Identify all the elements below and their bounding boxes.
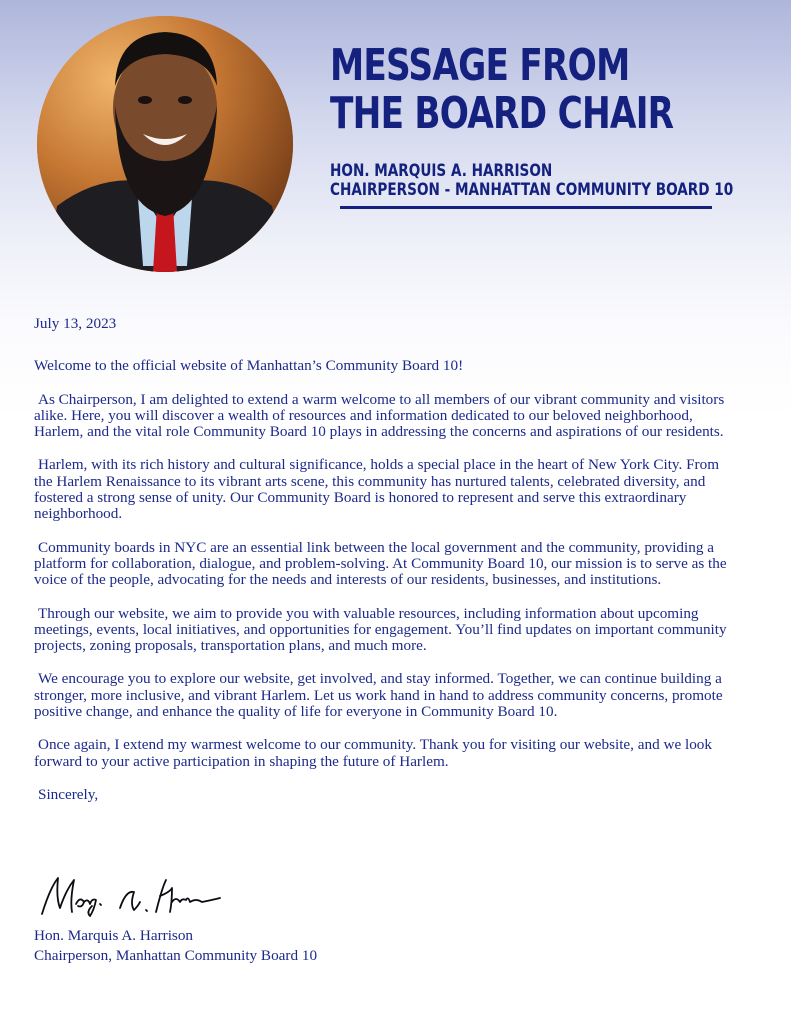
letter-closing: Sincerely, (38, 785, 99, 803)
chair-name-heading: HON. MARQUIS A. HARRISON (330, 161, 553, 181)
handwritten-signature (36, 868, 226, 928)
letter-paragraph-7: Once again, I extend my warmest welcome to our community. Thank you for visiting our website, and we look forward to your active participation in shaping the future of Harlem. (34, 736, 712, 770)
chair-credentials (330, 162, 733, 200)
letter-paragraph-3: Harlem, with its rich history and cultural significance, holds a special place in the heart of New York City. From the Harlem Renaissance to its vibrant arts scene, this community has nurtured talents, celebrated diversity, and fostered a strong sense of unity. Our Community Board is honored to represent and serve this extraordinary neighborhood. (34, 456, 720, 523)
letter-paragraph-5: Through our website, we aim to provide you with valuable resources, including information about upcoming meetings, events, local initiatives, and opportunities for engagement. You’ll find updates on important community projects, zoning proposals, transportation plans, and much more. (34, 604, 727, 655)
page-title (330, 42, 673, 138)
letter-date: July 13, 2023 (34, 315, 117, 332)
header-divider (340, 206, 712, 209)
letter-paragraph-6: We encourage you to explore our website, get involved, and stay informed. Together, we can continue building a stronger, more inclusive, and vibrant Harlem. Let us work hand in hand to address community concerns, promote positive change, and enhance the quality of life for everyone in Community Board 10. (34, 670, 723, 721)
chair-role-heading: CHAIRPERSON - MANHATTAN COMMUNITY BOARD 10 (330, 180, 734, 200)
letter-paragraph-1: Welcome to the official website of Manhattan’s Community Board 10! (34, 357, 464, 375)
letter-body (34, 316, 734, 820)
letter-paragraph-4: Community boards in NYC are an essential link between the local government and the community, providing a platform for collaboration, dialogue, and problem-solving. At Community Board 10, our mission is to serve as the voice of the people, advocating for the needs and interests of our residents, businesses, and institutions. (34, 538, 727, 589)
signatory-name: Hon. Marquis A. Harrison (34, 927, 194, 944)
letter-paragraph-2: As Chairperson, I am delighted to extend a warm welcome to all members of our vibrant community and visitors alike. Here, you will discover a wealth of resources and information dedicated to our beloved neighborhood, Harlem, and the vital role Community Board 10 plays in addressing the concerns and aspirations of our residents. (34, 390, 725, 441)
title-line-1: MESSAGE FROM (330, 40, 630, 91)
signature-block (34, 926, 317, 966)
title-line-2: THE BOARD CHAIR (330, 88, 674, 139)
chair-portrait-photo (37, 16, 293, 272)
signatory-title: Chairperson, Manhattan Community Board 10 (34, 947, 318, 964)
